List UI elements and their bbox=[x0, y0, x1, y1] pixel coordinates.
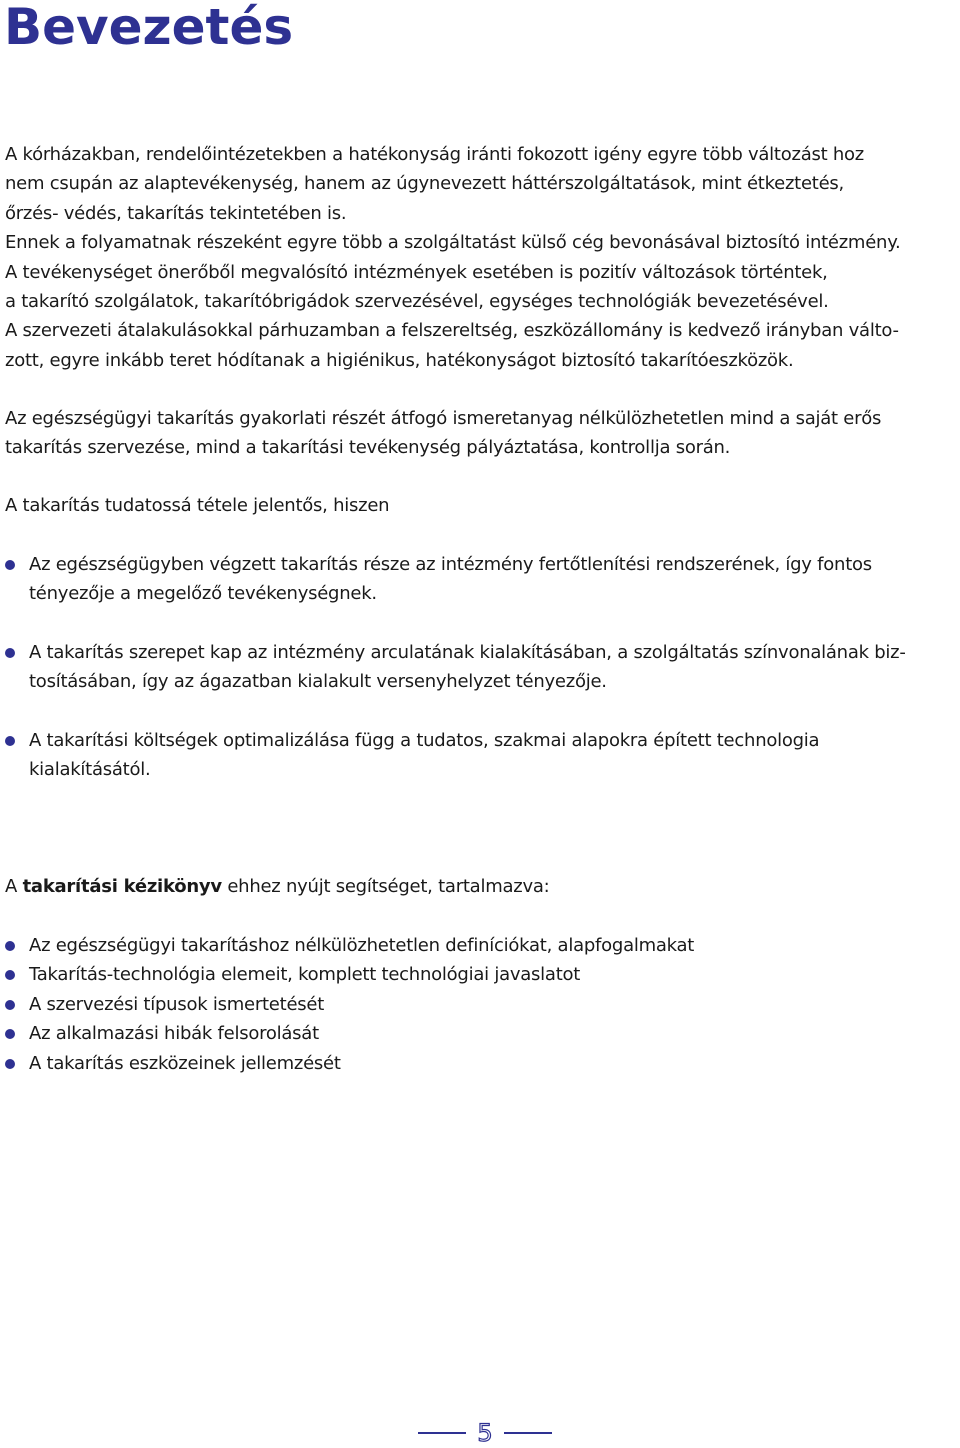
intro-line: őrzés- védés, takarítás tekintetében is. bbox=[5, 202, 347, 224]
handbook-title: takarítási kézikönyv bbox=[22, 876, 222, 897]
awareness-bullet bbox=[5, 638, 955, 697]
bullet-dot-icon bbox=[5, 726, 29, 755]
bullet-line: tosításában, így az ágazatban kialakult versenyhelyzet tényezője. bbox=[29, 671, 607, 693]
bullet-dot-icon bbox=[5, 960, 29, 989]
knowledge-paragraph bbox=[5, 404, 955, 463]
handbook-list-item: Az alkalmazási hibák felsorolását bbox=[5, 1019, 955, 1048]
handbook-list-item: Az egészségügyi takarításhoz nélkülözhetetlen definíciókat, alapfogalmakat bbox=[5, 931, 955, 960]
bullet-dot-icon bbox=[5, 1049, 29, 1078]
handbook-list-item: A szervezési típusok ismertetését bbox=[5, 990, 955, 1019]
bullet-dot-icon bbox=[5, 638, 29, 667]
bullet-dot-icon bbox=[5, 1019, 29, 1048]
page-number: 5 bbox=[477, 1419, 493, 1447]
intro-paragraph bbox=[5, 140, 955, 375]
bullet-dot-icon bbox=[5, 931, 29, 960]
handbook-list-item: Takarítás-technológia elemeit, komplett technológiai javaslatot bbox=[5, 960, 955, 989]
intro-line: A szervezeti átalakulásokkal párhuzamban a felszereltség, eszközállomány is kedvező irányban válto- bbox=[5, 320, 899, 342]
footer-rule-right bbox=[504, 1432, 552, 1434]
intro-line: A kórházakban, rendelőintézetekben a hatékonyság iránti fokozott igény egyre több változást hoz bbox=[5, 144, 864, 165]
page-title: Bevezetés bbox=[4, 0, 294, 56]
bullet-line: tényezője a megelőző tevékenységnek. bbox=[29, 583, 377, 605]
awareness-bullet bbox=[5, 726, 955, 785]
handbook-intro bbox=[5, 872, 955, 901]
bullet-line: A takarítási költségek optimalizálása függ a tudatos, szakmai alapokra épített technologia bbox=[29, 730, 820, 751]
intro-line: zott, egyre inkább teret hódítanak a higiénikus, hatékonyságot biztosító takarítóeszközök. bbox=[5, 349, 794, 371]
awareness-bullet bbox=[5, 550, 955, 609]
bullet-dot-icon bbox=[5, 990, 29, 1019]
bullet-line: Az egészségügyben végzett takarítás része az intézmény fertőtlenítési rendszerének, így fontos bbox=[29, 554, 872, 575]
footer-rule-left bbox=[418, 1432, 466, 1434]
bullet-line: A takarítás szerepet kap az intézmény arculatának kialakításában, a szolgáltatás színvonalának biz- bbox=[29, 642, 906, 663]
intro-line: a takarító szolgálatok, takarítóbrigádok szervezésével, egységes technológiák bevezetésével. bbox=[5, 291, 829, 313]
handbook-list-item: A takarítás eszközeinek jellemzését bbox=[5, 1049, 955, 1078]
intro-line: nem csupán az alaptevékenység, hanem az úgynevezett háttérszolgáltatások, mint étkeztetés, bbox=[5, 173, 845, 195]
handbook-prefix: A bbox=[5, 876, 18, 897]
awareness-intro: A takarítás tudatossá tétele jelentős, hiszen bbox=[5, 495, 390, 516]
knowledge-line: takarítás szervezése, mind a takarítási tevékenység pályáztatása, kontrollja során. bbox=[5, 437, 731, 459]
handbook-suffix: ehhez nyújt segítséget, tartalmazva: bbox=[227, 876, 550, 897]
bullet-dot-icon bbox=[5, 550, 29, 579]
intro-line: Ennek a folyamatnak részeként egyre több a szolgáltatást külső cég bevonásával biztosító intézmény. bbox=[5, 232, 901, 254]
handbook-list bbox=[5, 931, 955, 1078]
intro-line: A tevékenységet önerőből megvalósító intézmények esetében is pozitív változások történtek, bbox=[5, 261, 828, 283]
bullet-line: kialakításától. bbox=[29, 759, 151, 781]
knowledge-line: Az egészségügyi takarítás gyakorlati részét átfogó ismeretanyag nélkülözhetetlen mind a saját erős bbox=[5, 408, 882, 429]
